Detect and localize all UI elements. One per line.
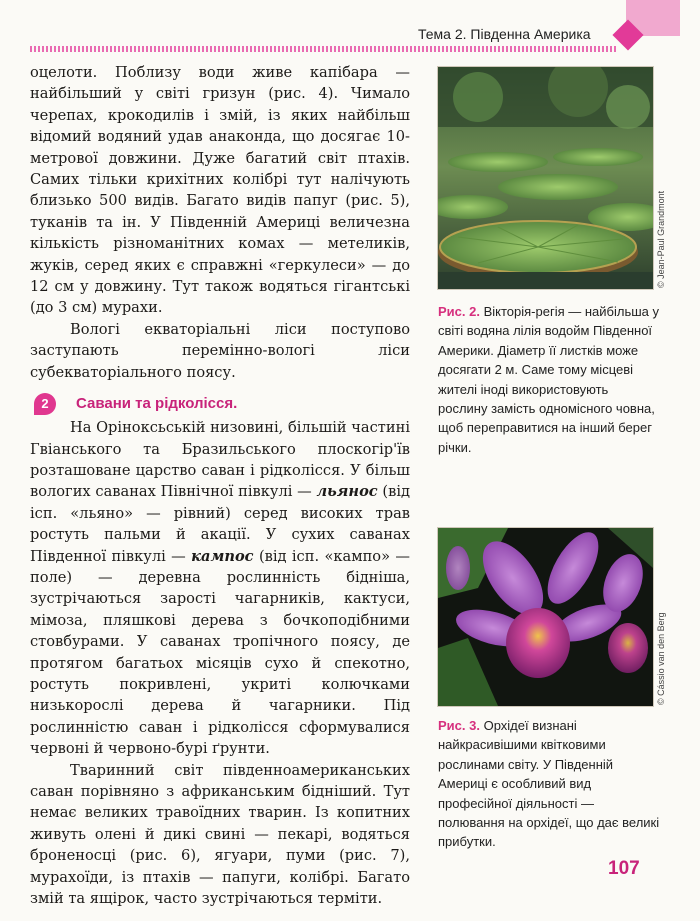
victoria-regia-photo bbox=[437, 66, 654, 290]
paragraph-text: На Оріноксьській низовині, більшій частині Гвіанського та Бразильського плоскогір'їв розташоване царство саван і рідколісся. У більш вологих саванах Північної півкулі — bbox=[30, 419, 410, 501]
section-title: Савани та рідколісся. bbox=[76, 395, 238, 413]
caption-label: Рис. 2. bbox=[438, 304, 480, 319]
orchid-photo bbox=[437, 527, 654, 707]
header-dotted-rule bbox=[30, 46, 616, 52]
chapter-title: Тема 2. Південна Америка bbox=[418, 26, 591, 42]
paragraph-text: (від ісп. «кампо» — поле) — деревна рослинність бідніша, зустрічаються зарості чагарників, кактуси, мімоза, пляшкові дерева з бочкоподібними стовбурами. У саванах тропічного поясу, де протягом багатьох місяців сухо й спекотно, ростуть покривлені, укриті колючками низькорослі дерева й чагарники. Під рослинністю саван і рідколісся сформувалися червоні й червоно-бурі ґрунти. bbox=[30, 547, 410, 758]
figure-caption bbox=[438, 302, 660, 457]
main-text-column bbox=[30, 62, 410, 909]
section-number-badge: 2 bbox=[34, 393, 56, 415]
paragraph: оцелоти. Поблизу води живе капібара — найбільший у світі гризун (рис. 4). Чимало черепах, крокодилів і змій, із яких найбільш відомий водяний удав анаконда, що досягає 10-метрової довжини. Дуже багатий світ птахів. Самих тільки крихітних колібрі тут налічують близько 500 видів. Багато видів папуг (рис. 5), туканів та ін. У Південній Америці величезна кількість різноманітних комах — метеликів, жуків, серед яких є справжні «геркулеси» — до 12 см у довжину. Тут також водяться гігантські (до 3 см) мурахи. bbox=[30, 64, 410, 317]
caption-text: Вікторія-регія — найбільша у світі водяна лілія водойм Південної Америки. Діаметр її листків може досягати 2 м. Саме тому місцеві жителі іноді використовують рослину замість одномісного човна, щоб переправитися на інший берег річки. bbox=[438, 304, 659, 455]
paragraph: Вологі екваторіальні ліси поступово заступають перемінно-вологі ліси субекваторіального поясу. bbox=[30, 320, 410, 381]
photo-credit: © Jean-Paul Grandmont bbox=[656, 190, 666, 288]
paragraph bbox=[30, 417, 410, 760]
caption-text: Орхідеї визнані найкрасивішими квітковими рослинами світу. У Південній Америці є особливий вид професійної діяльності — полювання на орхідеї, що дає великі прибутки. bbox=[438, 718, 660, 850]
paragraph: Тваринний світ південноамериканських саван порівняно з африканським бідніший. Тут немає великих травоїдних тварин. Із копитних живуть олені й дикі свині — пекарі, водяться броненосці (рис. 6), ягуари, пуми (рис. 7), мурахоїди, із птахів — папуги, колібрі. Багато змій та ящірок, часто зустрічаються терміти. bbox=[30, 761, 410, 908]
paragraph-text: (від ісп. «льяно» — рівний) серед високих трав ростуть пальми й акації. У сухих саванах Південної півкулі — bbox=[30, 483, 410, 565]
term-llanos: льянос bbox=[316, 483, 378, 501]
term-campos: кампос bbox=[191, 547, 254, 565]
section-heading bbox=[34, 393, 410, 415]
figure-caption bbox=[438, 716, 660, 852]
photo-credit: © Cássio van den Berg bbox=[656, 612, 666, 705]
caption-label: Рис. 3. bbox=[438, 718, 480, 733]
page-number: 107 bbox=[608, 858, 640, 879]
